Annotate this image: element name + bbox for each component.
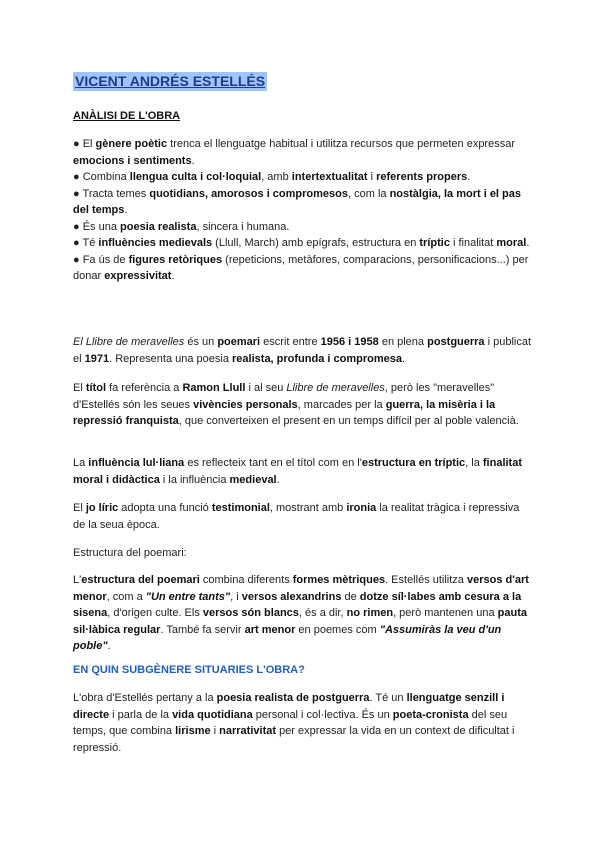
text-run: , marcades per la (297, 398, 386, 411)
bold-text: testimonial (211, 502, 270, 514)
bold-text: pauta sil·làbica regular (73, 607, 527, 636)
bullet-item (73, 235, 533, 252)
bold-text: versos alexandrins (241, 590, 342, 603)
bold-text: vida quotidiana (172, 708, 253, 721)
text-run: és un (184, 336, 218, 348)
paragraph (73, 380, 533, 430)
text-run: , mostrant amb (269, 502, 347, 514)
text-run: ● Tracta temes (73, 187, 150, 200)
paragraph (73, 572, 533, 655)
text-run: . (124, 204, 128, 216)
bold-text: quotidians, amorosos i compromesos (149, 187, 348, 200)
text-run: . (467, 171, 471, 183)
text-run: El (73, 502, 86, 514)
text-run: en poemes com (295, 623, 380, 636)
bold-text: ironia (346, 502, 377, 514)
text-run: i parla de la (109, 708, 173, 721)
text-run: i (367, 171, 377, 183)
text-run: , és a dir, (298, 607, 347, 619)
text-run: fa referència a (106, 382, 183, 394)
text-run: , però les "meravelles" d'Estellés són les seues (73, 382, 495, 411)
bold-text: llengua culta i col·loquial (129, 171, 262, 183)
text-run: ● Fa ús de (73, 253, 129, 266)
text-run: ● Té (73, 237, 99, 249)
bold-text: vivències personals (193, 398, 298, 411)
bold-text: tríptic (419, 237, 450, 249)
bold-text: finalitat moral i didàctica (73, 457, 523, 486)
text-run: , la (465, 457, 483, 469)
text-run: . Representa una poesia (109, 352, 233, 365)
bold-text: guerra, la misèria i la repressió franquista (73, 398, 496, 427)
answer-paragraph (73, 690, 533, 756)
bold-text: expressivitat (104, 270, 172, 282)
text-run: L'obra d'Estellés pertany a la (73, 692, 217, 704)
bold-italic-text: "Un entre tants" (145, 590, 231, 603)
bullet-list (73, 136, 533, 285)
section-heading-analysis: ANÀLISI DE L'OBRA (73, 110, 181, 122)
text-run: . (401, 352, 406, 365)
text-run: , com la (348, 187, 390, 200)
text-run: i la influència (159, 473, 230, 486)
text-run: trenca el llenguatge habitual i utilitza recursos que permeten expressar (167, 138, 515, 150)
text-run: de (341, 590, 360, 603)
bold-text: medieval (229, 473, 277, 486)
text-run: L' (73, 574, 82, 586)
bold-italic-text: "Assumiràs la veu d'un poble" (73, 623, 502, 652)
text-run: , com a (106, 590, 146, 603)
text-run: . També fa servir (160, 623, 245, 636)
text-run: i (210, 725, 220, 737)
bold-text: 1971 (84, 352, 110, 365)
text-run: personal i col·lectiva. És un (252, 708, 393, 721)
bold-text: dotze síl·labes amb cesura a la sisena (73, 590, 522, 619)
bold-text: llenguatge senzill i directe (73, 692, 505, 721)
text-run: El (73, 382, 86, 394)
bold-text: narrativitat (219, 725, 277, 737)
text-run: , i (230, 590, 242, 603)
bold-text: estructura en tríptic (361, 457, 466, 469)
text-run: . (276, 473, 280, 486)
paragraph (73, 545, 533, 562)
bold-text: influències medievals (98, 237, 213, 249)
bold-text: postguerra (427, 336, 485, 348)
text-run: . (191, 154, 195, 167)
text-run: i al seu (245, 382, 287, 394)
bold-text: emocions i sentiments (73, 154, 192, 167)
bullet-item (73, 186, 533, 219)
bold-text: influència lul·liana (88, 457, 185, 469)
bold-text: referents propers (376, 171, 468, 183)
bold-text: jo líric (85, 502, 119, 514)
text-run: combina diferents (199, 574, 293, 586)
text-run: del seu temps, que combina (73, 708, 508, 737)
text-run: (Llull, March) amb epígrafs, estructura en (212, 237, 420, 249)
text-run: escrit entre (260, 336, 321, 348)
bold-text: figures retòriques (128, 253, 223, 266)
italic-text: Llibre de meravelles (286, 382, 385, 394)
bold-text: Ramon Llull (182, 382, 246, 394)
text-run: . (171, 270, 175, 282)
text-run: en plena (378, 336, 428, 348)
paragraph (73, 500, 533, 533)
bold-text: versos són blancs (202, 607, 299, 619)
paragraph (73, 334, 533, 367)
text-run: adopta una funció (118, 502, 212, 514)
text-run: La (73, 457, 89, 469)
bold-text: poesia realista de postguerra (216, 692, 370, 704)
text-run: . (526, 237, 530, 249)
bold-text: lirisme (175, 725, 211, 737)
text-run: . (107, 640, 111, 652)
text-run: , però mantenen una (393, 607, 498, 619)
bold-text: moral (496, 237, 527, 249)
bold-text: realista, profunda i compromesa (232, 352, 402, 365)
bullet-item (73, 219, 533, 236)
bold-text: art menor (244, 623, 296, 636)
text-run: Estructura del poemari: (73, 547, 187, 559)
text-run: ● Combina (73, 171, 130, 183)
text-run: . Té un (369, 692, 407, 704)
text-run: . Estellés utilitza (385, 574, 467, 586)
bold-text: poesia realista (120, 220, 197, 233)
text-run: , sincera i humana. (196, 220, 290, 233)
bold-text: poeta-cronista (392, 708, 469, 721)
bold-text: no rimen (346, 607, 394, 619)
text-run: i finalitat (449, 237, 497, 249)
text-run: , que converteixen el present en un temps difícil per al poble valencià. (178, 415, 519, 427)
question-heading: EN QUIN SUBGÈNERE SITUARIES L'OBRA? (73, 664, 305, 676)
bullet-item (73, 169, 533, 186)
italic-text: El Llibre de meravelles (73, 336, 185, 348)
bold-text: nostàlgia, la mort i el pas del temps (73, 187, 522, 216)
text-run: ● És una (73, 220, 121, 233)
bold-text: 1956 i 1958 (320, 336, 379, 348)
bold-text: poemari (217, 336, 261, 348)
text-run: , d'origen culte. Els (107, 607, 203, 619)
paragraph (73, 455, 533, 488)
bold-text: formes mètriques (292, 574, 386, 586)
document-title: VICENT ANDRÉS ESTELLÉS (75, 73, 266, 89)
bold-text: intertextualitat (291, 171, 368, 183)
bold-text: versos d'art menor (73, 574, 529, 603)
text-run: la realitat tràgica i repressiva de la seua època. (73, 502, 520, 531)
text-run: , amb (261, 171, 292, 183)
text-run: per expressar la vida en un context de dificultat i repressió. (73, 725, 515, 754)
bullet-item (73, 252, 533, 285)
text-run: i publicat el (73, 336, 532, 365)
bold-text: estructura del poemari (81, 574, 200, 586)
bold-text: gènere poètic (95, 138, 168, 150)
text-run: ● El (73, 138, 96, 150)
text-run: es reflecteix tant en el títol com en l' (184, 457, 362, 469)
text-run: (repeticions, metàfores, comparacions, personificacions...) per donar (73, 253, 529, 282)
bold-text: títol (85, 382, 107, 394)
bullet-item (73, 136, 533, 169)
